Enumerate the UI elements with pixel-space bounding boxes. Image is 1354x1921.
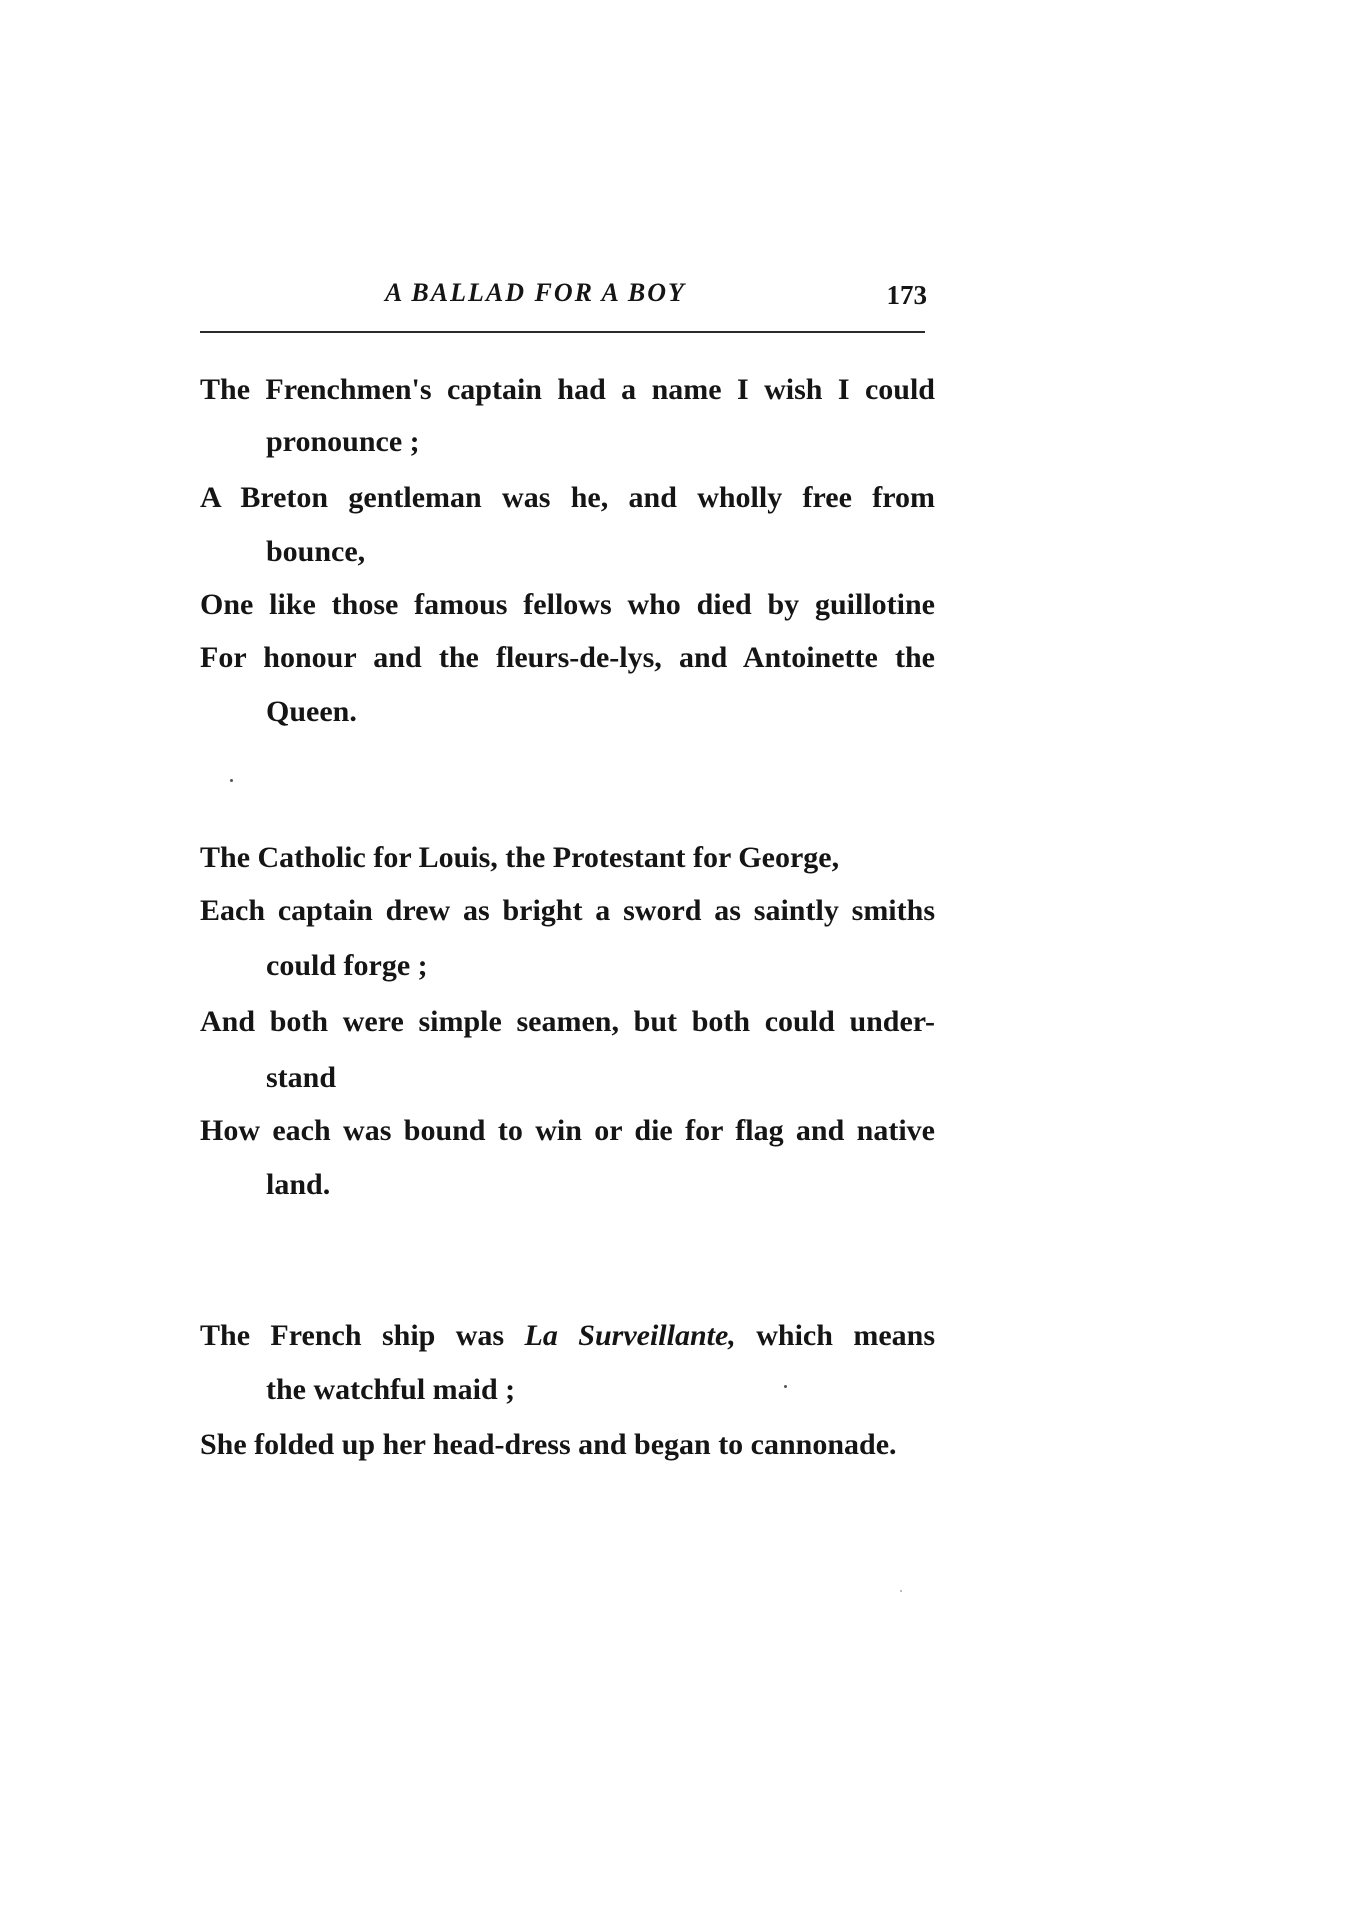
page-number: 173 <box>886 280 927 310</box>
print-speck <box>900 1590 902 1592</box>
verse-line: The Catholic for Louis, the Protestant for George, <box>200 841 840 874</box>
verse-line: She folded up her head-dress and began to cannonade. <box>200 1428 897 1461</box>
print-speck <box>784 1385 787 1388</box>
verse-line: And both were simple seamen, but both could under- <box>200 1005 935 1038</box>
verse-line-continuation: land. <box>266 1168 331 1201</box>
verse-line-continuation: could forge ; <box>266 949 428 982</box>
verse-line: For honour and the fleurs-de-lys, and Antoinette the <box>200 641 935 674</box>
verse-line-ship-name <box>200 1316 935 1356</box>
verse-text: The French ship was <box>200 1319 525 1352</box>
verse-line: How each was bound to win or die for flag and native <box>200 1114 935 1147</box>
verse-line-continuation: pronounce ; <box>266 425 420 458</box>
running-head <box>200 278 930 318</box>
verse-text: which means <box>735 1319 935 1352</box>
verse-line-continuation: stand <box>266 1061 337 1094</box>
verse-line-continuation: bounce, <box>266 535 366 568</box>
verse-line-continuation: Queen. <box>266 695 357 728</box>
verse-line: A Breton gentleman was he, and wholly free from <box>200 481 935 514</box>
verse-line-continuation: the watchful maid ; <box>266 1373 516 1406</box>
verse-line: One like those famous fellows who died by guillotine <box>200 588 935 621</box>
header-rule <box>200 331 925 333</box>
verse-line: Each captain drew as bright a sword as saintly smiths <box>200 894 935 927</box>
ship-name: La Surveillante, <box>524 1319 736 1352</box>
print-speck <box>230 779 233 782</box>
verse-line: The Frenchmen's captain had a name I wish I could <box>200 373 935 406</box>
running-title: A BALLAD FOR A BOY <box>385 278 686 307</box>
